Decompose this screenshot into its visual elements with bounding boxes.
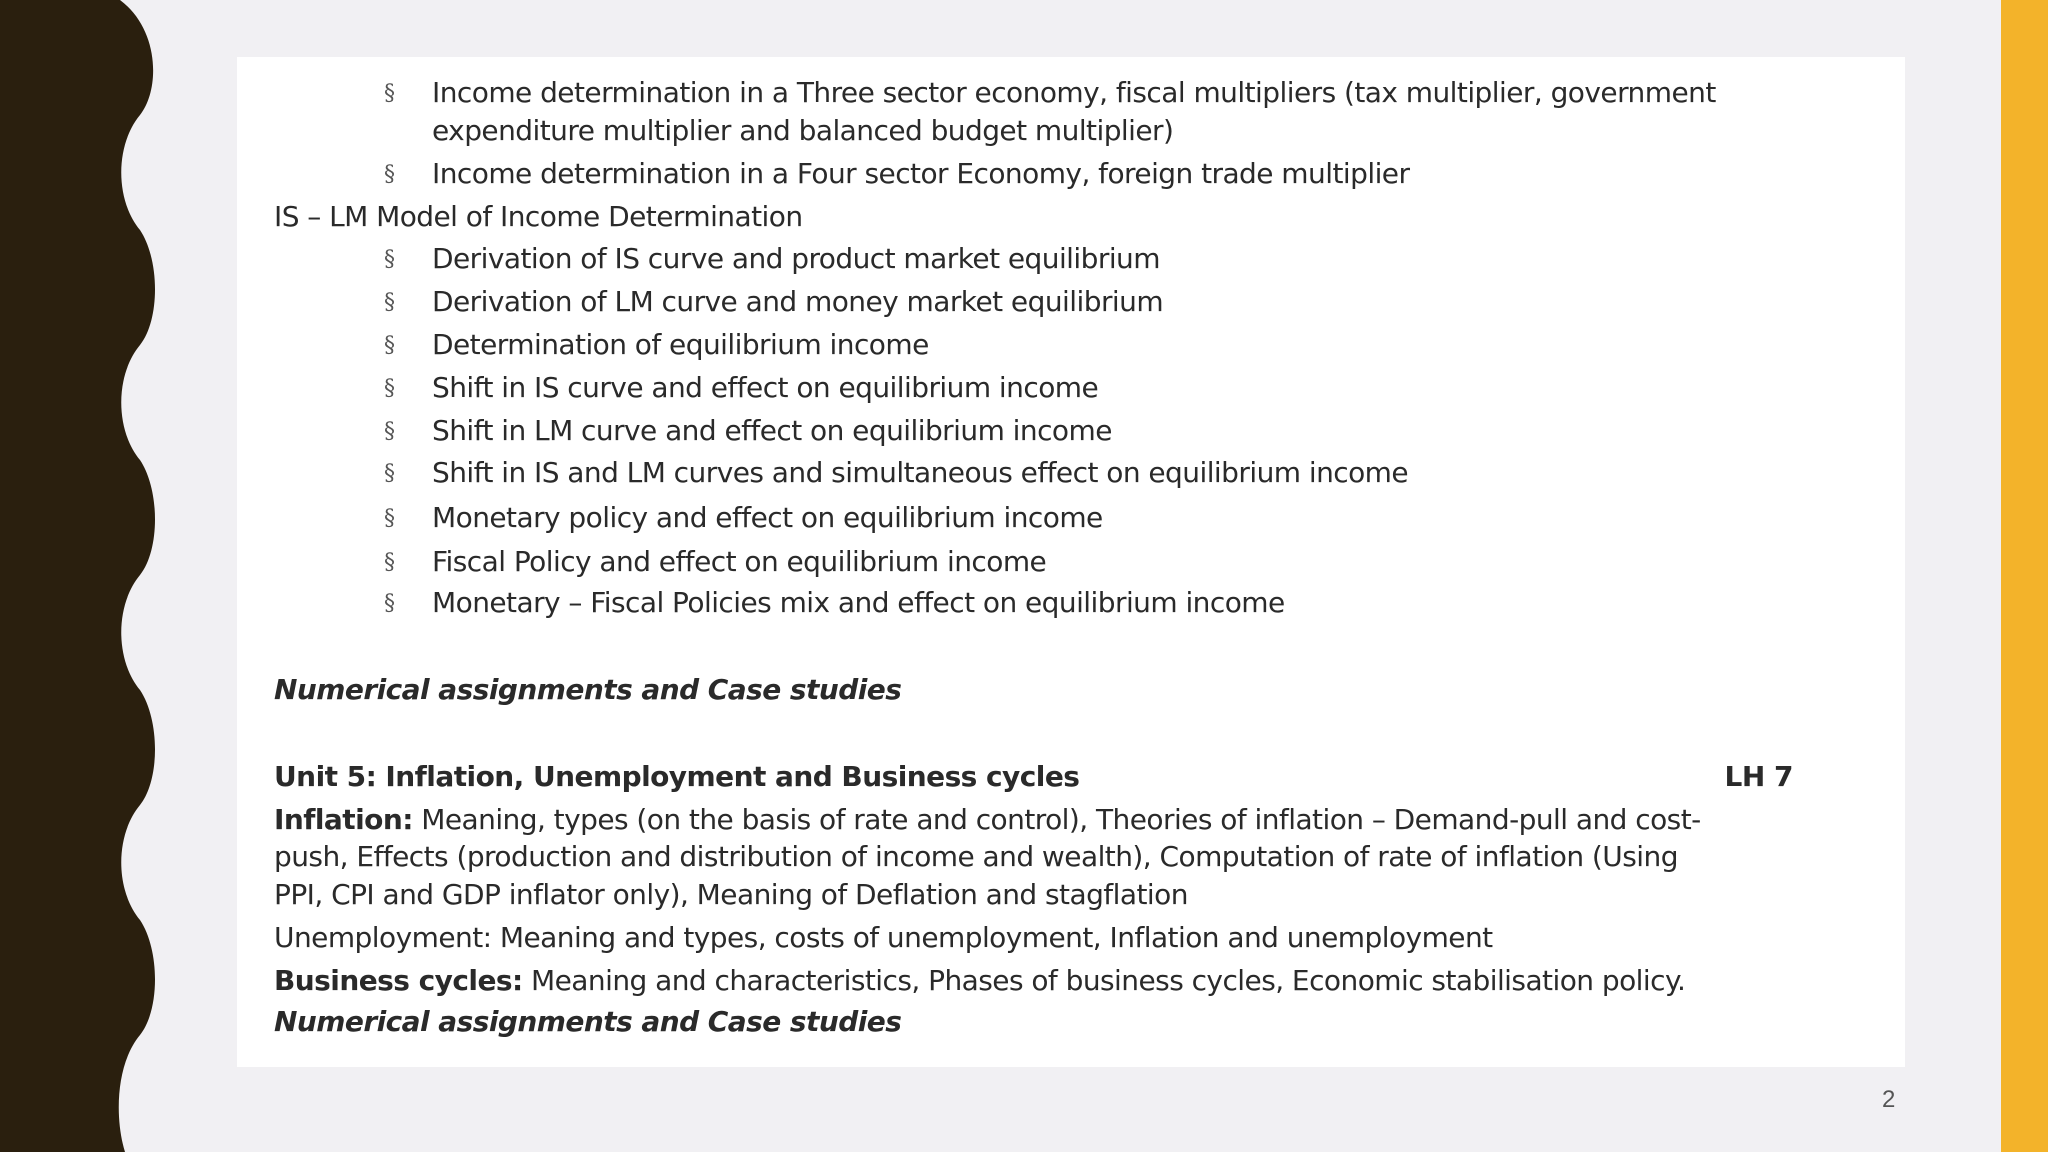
bullet-item: Income determination in a Four sector Economy, foreign trade multiplier <box>432 157 1410 190</box>
section-heading-islm: IS – LM Model of Income Determination <box>274 200 803 233</box>
bullet-icon: § <box>384 419 395 444</box>
left-wavy-band <box>0 0 160 1152</box>
bullet-icon: § <box>384 162 395 187</box>
bullet-icon: § <box>384 290 395 315</box>
syllabus-page <box>237 57 1905 1067</box>
bullet-item: Monetary – Fiscal Policies mix and effect on equilibrium income <box>432 586 1285 619</box>
bullet-icon: § <box>384 376 395 401</box>
bullet-icon: § <box>384 81 395 106</box>
bullet-item: Fiscal Policy and effect on equilibrium income <box>432 545 1047 578</box>
bullet-icon: § <box>384 461 395 486</box>
slide-number: 2 <box>1882 1086 1896 1113</box>
unemployment-line: Unemployment: Meaning and types, costs of unemployment, Inflation and unemployment <box>274 921 1493 954</box>
inflation-line-1 <box>274 801 1701 839</box>
bullet-item-continuation: expenditure multiplier and balanced budget multiplier) <box>432 114 1174 147</box>
inflation-line-3: PPI, CPI and GDP inflator only), Meaning of Deflation and stagflation <box>274 878 1188 911</box>
right-accent-bar <box>2001 0 2048 1152</box>
bullet-icon: § <box>384 333 395 358</box>
bullet-item: Shift in IS and LM curves and simultaneous effect on equilibrium income <box>432 456 1409 489</box>
inflation-label: Inflation: <box>274 803 413 836</box>
unit5-title: Unit 5: Inflation, Unemployment and Business cycles <box>274 760 1080 793</box>
bullet-icon: § <box>384 550 395 575</box>
bullet-item: Income determination in a Three sector economy, fiscal multipliers (tax multiplier, government <box>432 76 1716 109</box>
numerical-assignments-heading-2: Numerical assignments and Case studies <box>274 1005 902 1038</box>
bullet-icon: § <box>384 247 395 272</box>
lecture-hours: LH 7 <box>1724 760 1793 793</box>
business-cycles-text: Meaning and characteristics, Phases of business cycles, Economic stabilisation policy. <box>522 964 1686 997</box>
bullet-item: Shift in LM curve and effect on equilibrium income <box>432 414 1112 447</box>
bullet-item: Derivation of IS curve and product market equilibrium <box>432 242 1160 275</box>
business-cycles-line <box>274 962 1685 1000</box>
bullet-icon: § <box>384 591 395 616</box>
business-cycles-label: Business cycles: <box>274 964 523 997</box>
numerical-assignments-heading: Numerical assignments and Case studies <box>274 673 902 706</box>
bullet-item: Shift in IS curve and effect on equilibrium income <box>432 371 1099 404</box>
bullet-item: Determination of equilibrium income <box>432 328 929 361</box>
bullet-item: Derivation of LM curve and money market equilibrium <box>432 285 1164 318</box>
inflation-line-2: push, Effects (production and distribution of income and wealth), Computation of rate of inflation (Using <box>274 840 1678 873</box>
inflation-text: Meaning, types (on the basis of rate and control), Theories of inflation – Demand-pull and cost- <box>412 803 1701 836</box>
bullet-icon: § <box>384 506 395 531</box>
bullet-item: Monetary policy and effect on equilibrium income <box>432 501 1103 534</box>
